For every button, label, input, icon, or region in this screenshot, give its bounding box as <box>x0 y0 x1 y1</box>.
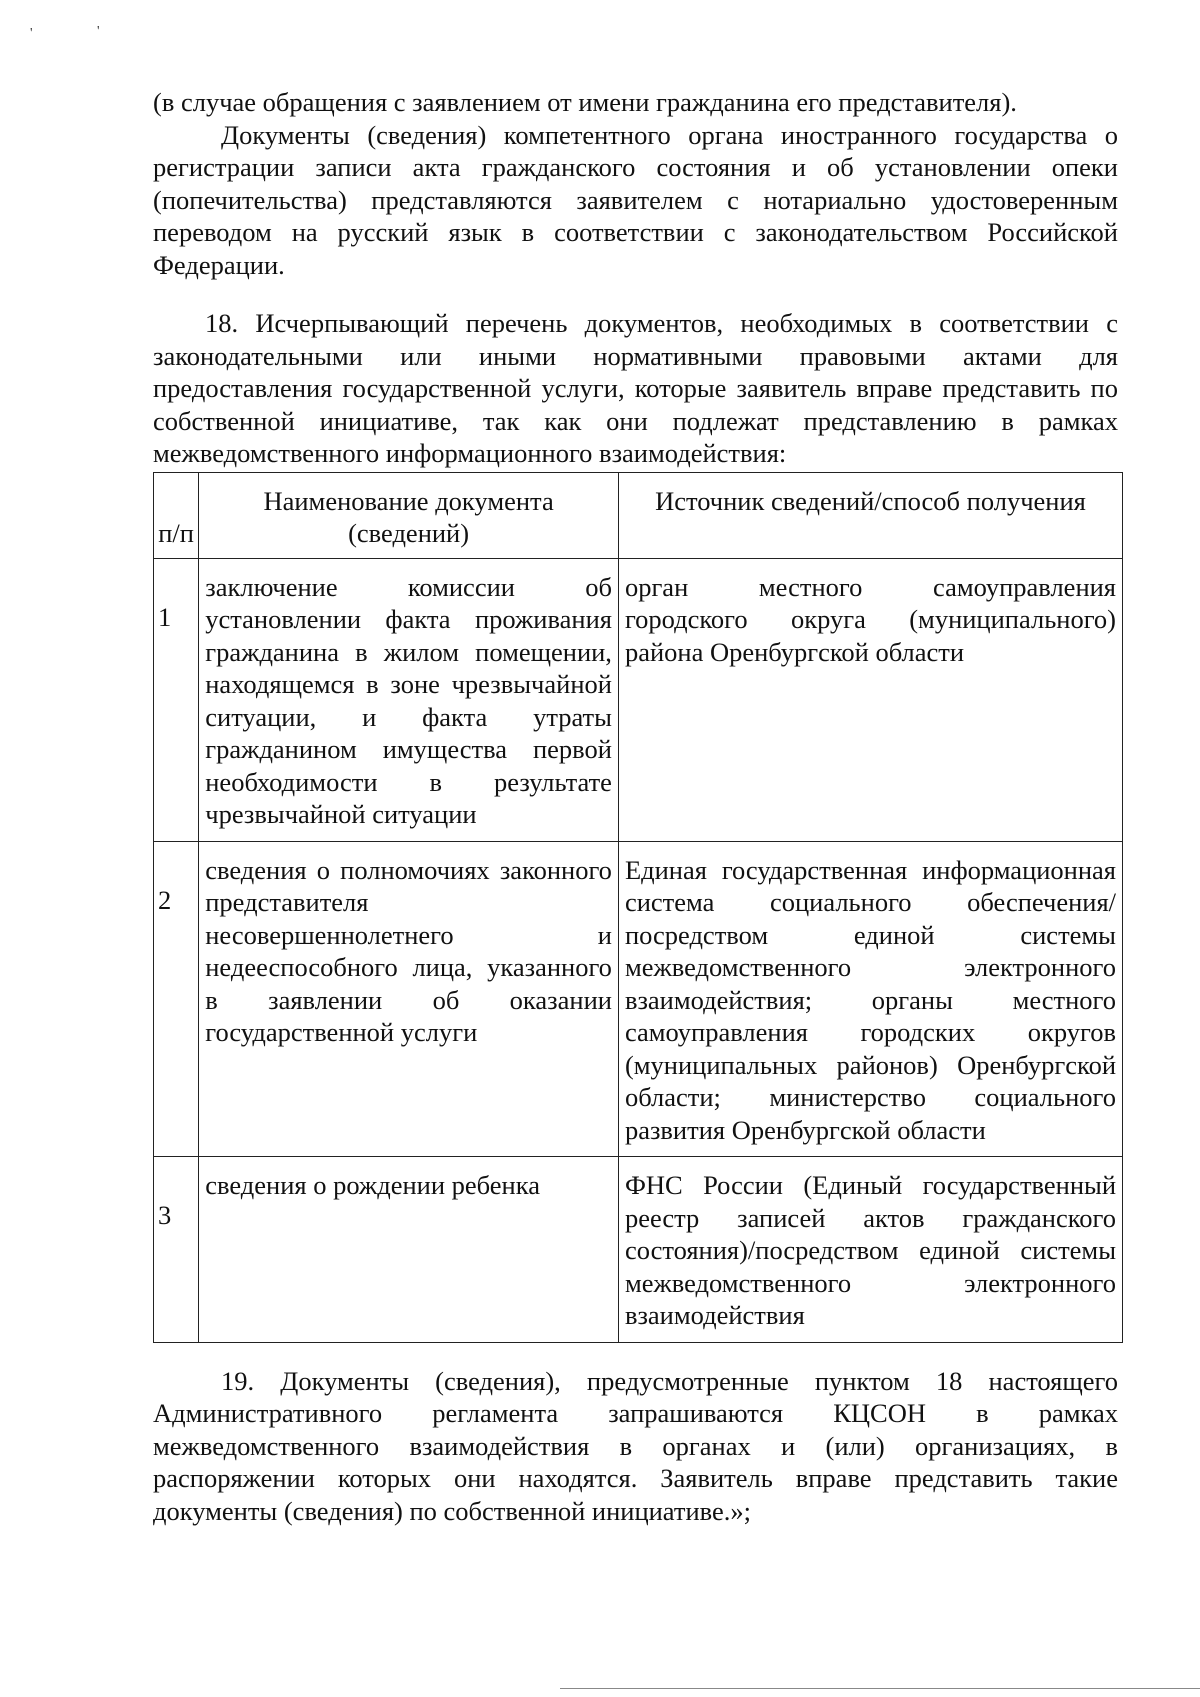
paragraph-item-19: 19. Документы (сведения), предусмотренные пунктом 18 настоящего Административного регламента запрашиваются КЦСОН в рамках межведомственного взаимодействия в органах и (или) организациях, в распоряжении которых они находятся. Заявитель вправе представить такие документы (сведения) по собственной инициативе.»; <box>153 1365 1118 1526</box>
paragraph-foreign-documents: Документы (сведения) компетентного органа иностранного государства о регистрации записи акта гражданского состояния и об установлении опеки (попечительства) представляются заявителем с нотариально удостоверенным переводом на русский язык в соответствии с законодательством Российской Федерации. <box>153 119 1118 280</box>
documents-table <box>153 472 1123 1343</box>
row-num: 3 <box>154 1157 199 1343</box>
row-num: 2 <box>154 841 199 1157</box>
scan-mark: ' <box>30 26 33 41</box>
table-row <box>154 841 1123 1157</box>
table-row <box>154 1157 1123 1343</box>
scan-edge-line <box>560 1688 1200 1689</box>
table-header-row <box>154 472 1123 558</box>
scan-mark: ' <box>97 24 100 39</box>
document-body <box>153 86 1118 1527</box>
paragraph-representative-note: (в случае обращения с заявлением от имени гражданина его представителя). <box>153 87 1017 117</box>
table-row <box>154 558 1123 841</box>
paragraph-item-18: 18. Исчерпывающий перечень документов, необходимых в соответствии с законодательными или иными нормативными правовыми актами для предоставления государственной услуги, которые заявитель вправе представить по собственной инициативе, так как они подлежат представлению в рамках межведомственного информационного взаимодействия: <box>153 308 1118 468</box>
header-document-name: Наименование документа (сведений) <box>199 472 619 558</box>
row-source: ФНС России (Единый государственный реестр записей актов гражданского состояния)/посредством единой системы межведомственного электронного взаимодействия <box>618 1157 1122 1343</box>
row-source: орган местного самоуправления городского округа (муниципального) района Оренбургской области <box>618 558 1122 841</box>
row-num: 1 <box>154 558 199 841</box>
row-document-name: сведения о полномочиях законного представителя несовершеннолетнего и недееспособного лица, указанного в заявлении об оказании государственной услуги <box>199 841 619 1157</box>
row-source: Единая государственная информационная система социального обеспечения/посредством единой системы межведомственного электронного взаимодействия; органы местного самоуправления городских округов (муниципальных районов) Оренбургской области; министерство социального развития Оренбургской области <box>618 841 1122 1157</box>
header-source: Источник сведений/способ получения <box>618 472 1122 558</box>
row-document-name: сведения о рождении ребенка <box>199 1157 619 1343</box>
row-document-name: заключение комиссии об установлении факта проживания гражданина в жилом помещении, находящемся в зоне чрезвычайной ситуации, и факта утраты гражданином имущества первой необходимости в результате чрезвычайной ситуации <box>199 558 619 841</box>
header-num: п/п <box>154 472 199 558</box>
